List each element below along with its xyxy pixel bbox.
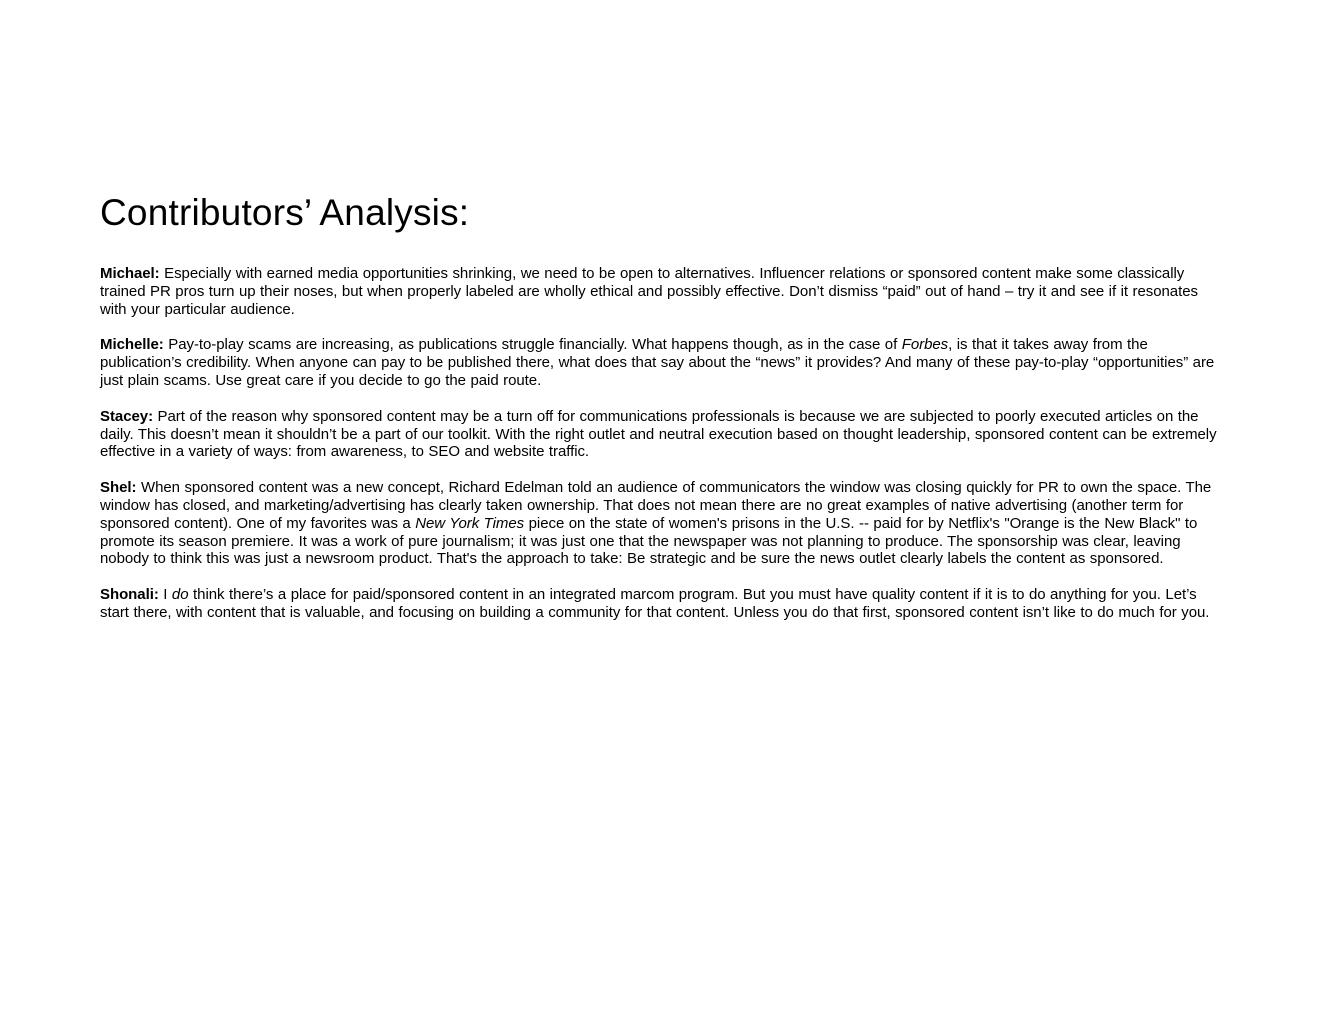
contributor-entry-shel <box>100 479 1218 568</box>
document-page <box>100 188 1218 640</box>
contributor-comment: think there’s a place for paid/sponsored content in an integrated marcom program. But you must have quality content if it is to do anything for you. Let’s start there, with content that is valuable, and focusing on building a community for that content. Unless you do that first, sponsored content isn’t like to do much for you. <box>100 586 1210 621</box>
contributor-name: Michelle: <box>100 336 164 354</box>
publication-title: Forbes <box>901 336 949 354</box>
contributor-name: Shel: <box>100 479 137 497</box>
contributor-comment: I <box>158 586 172 604</box>
publication-title: New York Times <box>415 514 525 532</box>
contributors-list <box>100 265 1218 622</box>
contributor-comment: piece on the state of women's prisons in the U.S. -- paid for by Netflix's "Orange is the New Black" to promote its season premiere. It was a work of pure journalism; it was just one that the newspaper was not planning to produce. The sponsorship was clear, leaving nobody to think this was just a newsroom product. That's the approach to take: Be strategic and be sure the news outlet clearly labels the content as sponsored. <box>100 514 1198 568</box>
contributor-name: Shonali: <box>100 586 159 604</box>
contributor-entry-michelle <box>100 336 1218 389</box>
contributor-entry-stacey <box>100 408 1218 461</box>
contributor-comment: , is that it takes away from the publication’s credibility. When anyone can pay to be published there, what does that say about the “news” it provides? And many of these pay-to-play “opportunities” are just plain scams. Use great care if you decide to go the paid route. <box>100 336 1215 389</box>
contributor-entry-shonali <box>100 586 1218 622</box>
contributor-comment: Especially with earned media opportunities shrinking, we need to be open to alternatives. Influencer relations or sponsored content make some classically trained PR pros turn up their noses, but when properly labeled are wholly ethical and possibly effective. Don’t dismiss “paid” out of hand – try it and see if it resonates with your particular audience. <box>100 265 1198 318</box>
contributor-entry-michael <box>100 265 1218 318</box>
emphasis-word: do <box>171 586 189 604</box>
contributor-comment: When sponsored content was a new concept, Richard Edelman told an audience of communicators the window was closing quickly for PR to own the space. The window has closed, and marketing/advertising has clearly taken ownership. That does not mean there are no great examples of native advertising (another term for sponsored content). One of my favorites was a <box>100 479 1212 532</box>
contributor-comment: Part of the reason why sponsored content may be a turn off for communications professionals is because we are subjected to poorly executed articles on the daily. This doesn’t mean it shouldn’t be a part of our toolkit. With the right outlet and neutral execution based on thought leadership, sponsored content can be extremely effective in a variety of ways: from awareness, to SEO and website traffic. <box>100 407 1217 461</box>
contributor-name: Michael: <box>100 265 160 282</box>
contributor-comment: Pay-to-play scams are increasing, as publications struggle financially. What happens though, as in the case of <box>163 336 902 354</box>
contributor-name: Stacey: <box>100 407 154 425</box>
page-title: Contributors’ Analysis: <box>100 192 470 233</box>
